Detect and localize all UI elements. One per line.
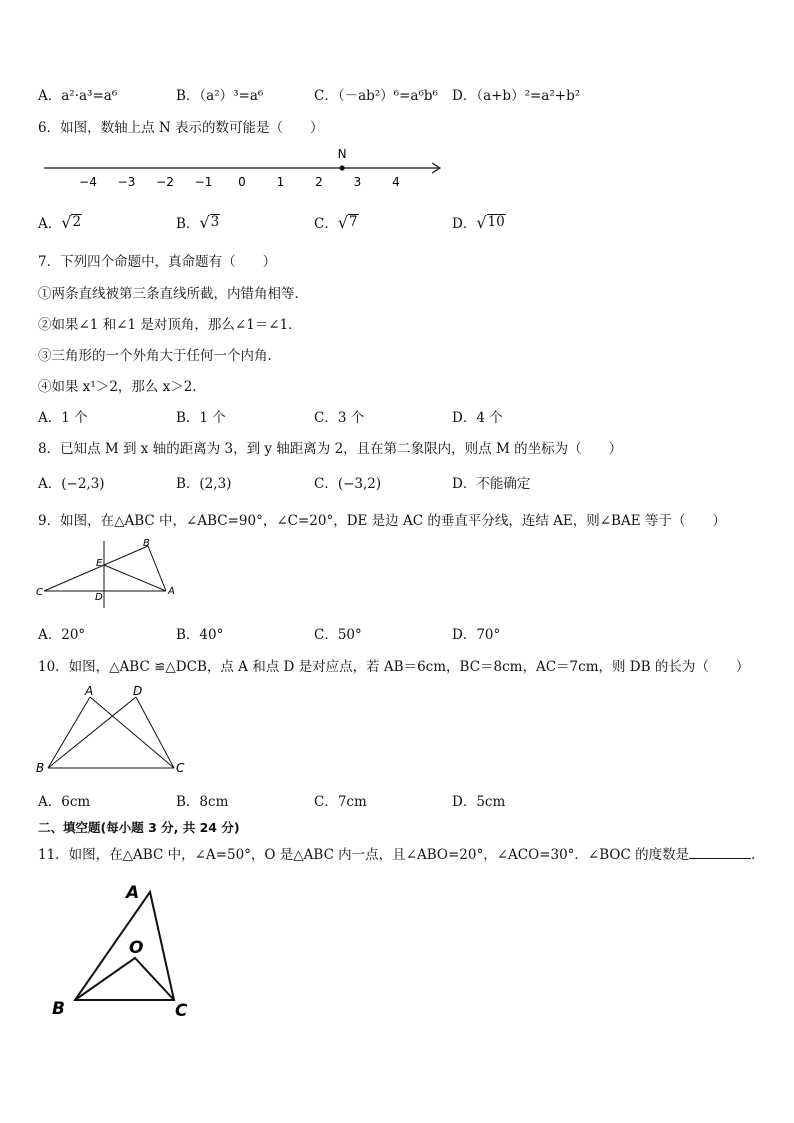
- q10-side-ba: [48, 697, 90, 768]
- q9-option-c: C．50°: [314, 627, 362, 643]
- q6-option-d: D． √ 10: [452, 213, 505, 232]
- q9-label-d: D: [95, 592, 103, 603]
- q5-option-d: D．（a+b）²=a²+b²: [452, 88, 581, 104]
- q6-number-line: [38, 146, 458, 194]
- q5-option-a: A．a²·a³=a⁶: [38, 88, 118, 104]
- q10-option-b: B．8cm: [176, 794, 229, 810]
- q6-stem: 6．如图，数轴上点 N 表示的数可能是（ ）: [38, 120, 324, 136]
- q11-answer-blank[interactable]: [689, 846, 751, 859]
- tick-label: 1: [276, 175, 285, 189]
- q7-statement-3: ③三角形的一个外角大于任何一个内角．: [38, 348, 281, 364]
- q8-option-d: D．不能确定: [452, 476, 531, 492]
- q5-option-b: B．（a²）³=a⁶: [176, 88, 264, 104]
- q11-label-b: B: [52, 999, 65, 1019]
- q10-label-d: D: [133, 684, 143, 698]
- q8-option-c: C．(−3,2): [314, 476, 382, 492]
- tick-label: −2: [156, 175, 174, 189]
- q10-triangles-figure: [34, 684, 194, 776]
- q9-label-e: E: [96, 558, 103, 569]
- q9-label-b: B: [143, 538, 150, 549]
- q7-stem: 7．下列四个命题中，真命题有（ ）: [38, 254, 277, 270]
- q7-statement-2: ②如果∠1 和∠1 是对顶角，那么∠1＝∠1．: [38, 317, 302, 333]
- tick-label: 4: [392, 175, 400, 189]
- q11-triangle-figure: [48, 876, 198, 1022]
- q5-option-c: C．（－ab²）⁶=a⁶b⁶: [314, 88, 438, 104]
- q11-label-a: A: [126, 883, 140, 903]
- q8-option-a: A．(−2,3): [38, 476, 105, 492]
- tick-label: −4: [79, 175, 97, 189]
- q9-option-d: D．70°: [452, 627, 501, 643]
- tick-label: 3: [353, 175, 362, 189]
- q11-stem-text: 11．如图，在△ABC 中，∠A=50°，O 是△ABC 内一点，且∠ABO=20°，∠ACO=30°．∠BOC 的度数是: [38, 847, 690, 863]
- tick-label: 2: [315, 175, 323, 189]
- q6-option-a: A． √ 2: [38, 213, 82, 232]
- point-n-label: N: [337, 147, 347, 161]
- q7-statement-1: ①两条直线被第三条直线所截，内错角相等．: [38, 286, 308, 302]
- q9-label-a: A: [168, 586, 175, 597]
- q9-label-c: C: [36, 587, 43, 598]
- q7-option-b: B．1 个: [176, 410, 226, 426]
- q9-triangle-figure: [34, 536, 184, 610]
- q8-option-b: B．(2,3): [176, 476, 232, 492]
- q10-label-b: B: [36, 761, 45, 775]
- tick-label: −1: [194, 175, 213, 189]
- q6-c-radicand: 7: [349, 214, 358, 231]
- q10-label-c: C: [176, 761, 185, 775]
- q11-label-o: O: [129, 938, 144, 958]
- q10-stem: 10．如图，△ABC ≌△DCB，点 A 和点 D 是对应点，若 AB＝6cm，BC＝8cm，AC＝7cm，则 DB 的长为（ ）: [38, 659, 750, 675]
- q6-option-b: B． √ 3: [176, 213, 220, 232]
- point-n-dot: [340, 165, 345, 170]
- tick-label: −3: [117, 175, 136, 189]
- q10-option-c: C．7cm: [314, 794, 367, 810]
- section-2-title: 二、填空题(每小题 3 分, 共 24 分): [38, 820, 240, 835]
- tick-label: 0: [238, 175, 246, 189]
- q7-option-d: D．4 个: [452, 410, 503, 426]
- q7-statement-4: ④如果 x¹＞2，那么 x＞2．: [38, 379, 206, 395]
- q9-stem: 9．如图，在△ABC 中，∠ABC=90°，∠C=20°，DE 是边 AC 的垂直平分线，连结 AE，则∠BAE 等于（ ）: [38, 513, 726, 529]
- q10-label-a: A: [85, 684, 94, 698]
- q9-option-b: B．40°: [176, 627, 224, 643]
- q8-stem: 8．已知点 M 到 x 轴的距离为 3，到 y 轴距离为 2，且在第二象限内，则点 M 的坐标为（ ）: [38, 441, 623, 457]
- q10-side-ac: [90, 697, 174, 768]
- q10-option-a: A．6cm: [38, 794, 91, 810]
- q10-side-dc: [136, 697, 174, 768]
- q7-option-a: A．1 个: [38, 410, 88, 426]
- q6-option-c: C． √ 7: [314, 213, 358, 232]
- q7-option-c: C．3 个: [314, 410, 365, 426]
- q11-label-c: C: [175, 1001, 188, 1021]
- q11-stem: [38, 843, 765, 863]
- q10-side-bd: [48, 697, 136, 768]
- q6-b-radicand: 3: [210, 214, 220, 231]
- q11-stem-end: ．: [751, 847, 765, 863]
- q6-a-radicand: 2: [72, 214, 82, 231]
- q6-d-radicand: 10: [487, 214, 505, 231]
- q9-option-a: A．20°: [38, 627, 86, 643]
- q10-option-d: D．5cm: [452, 794, 506, 810]
